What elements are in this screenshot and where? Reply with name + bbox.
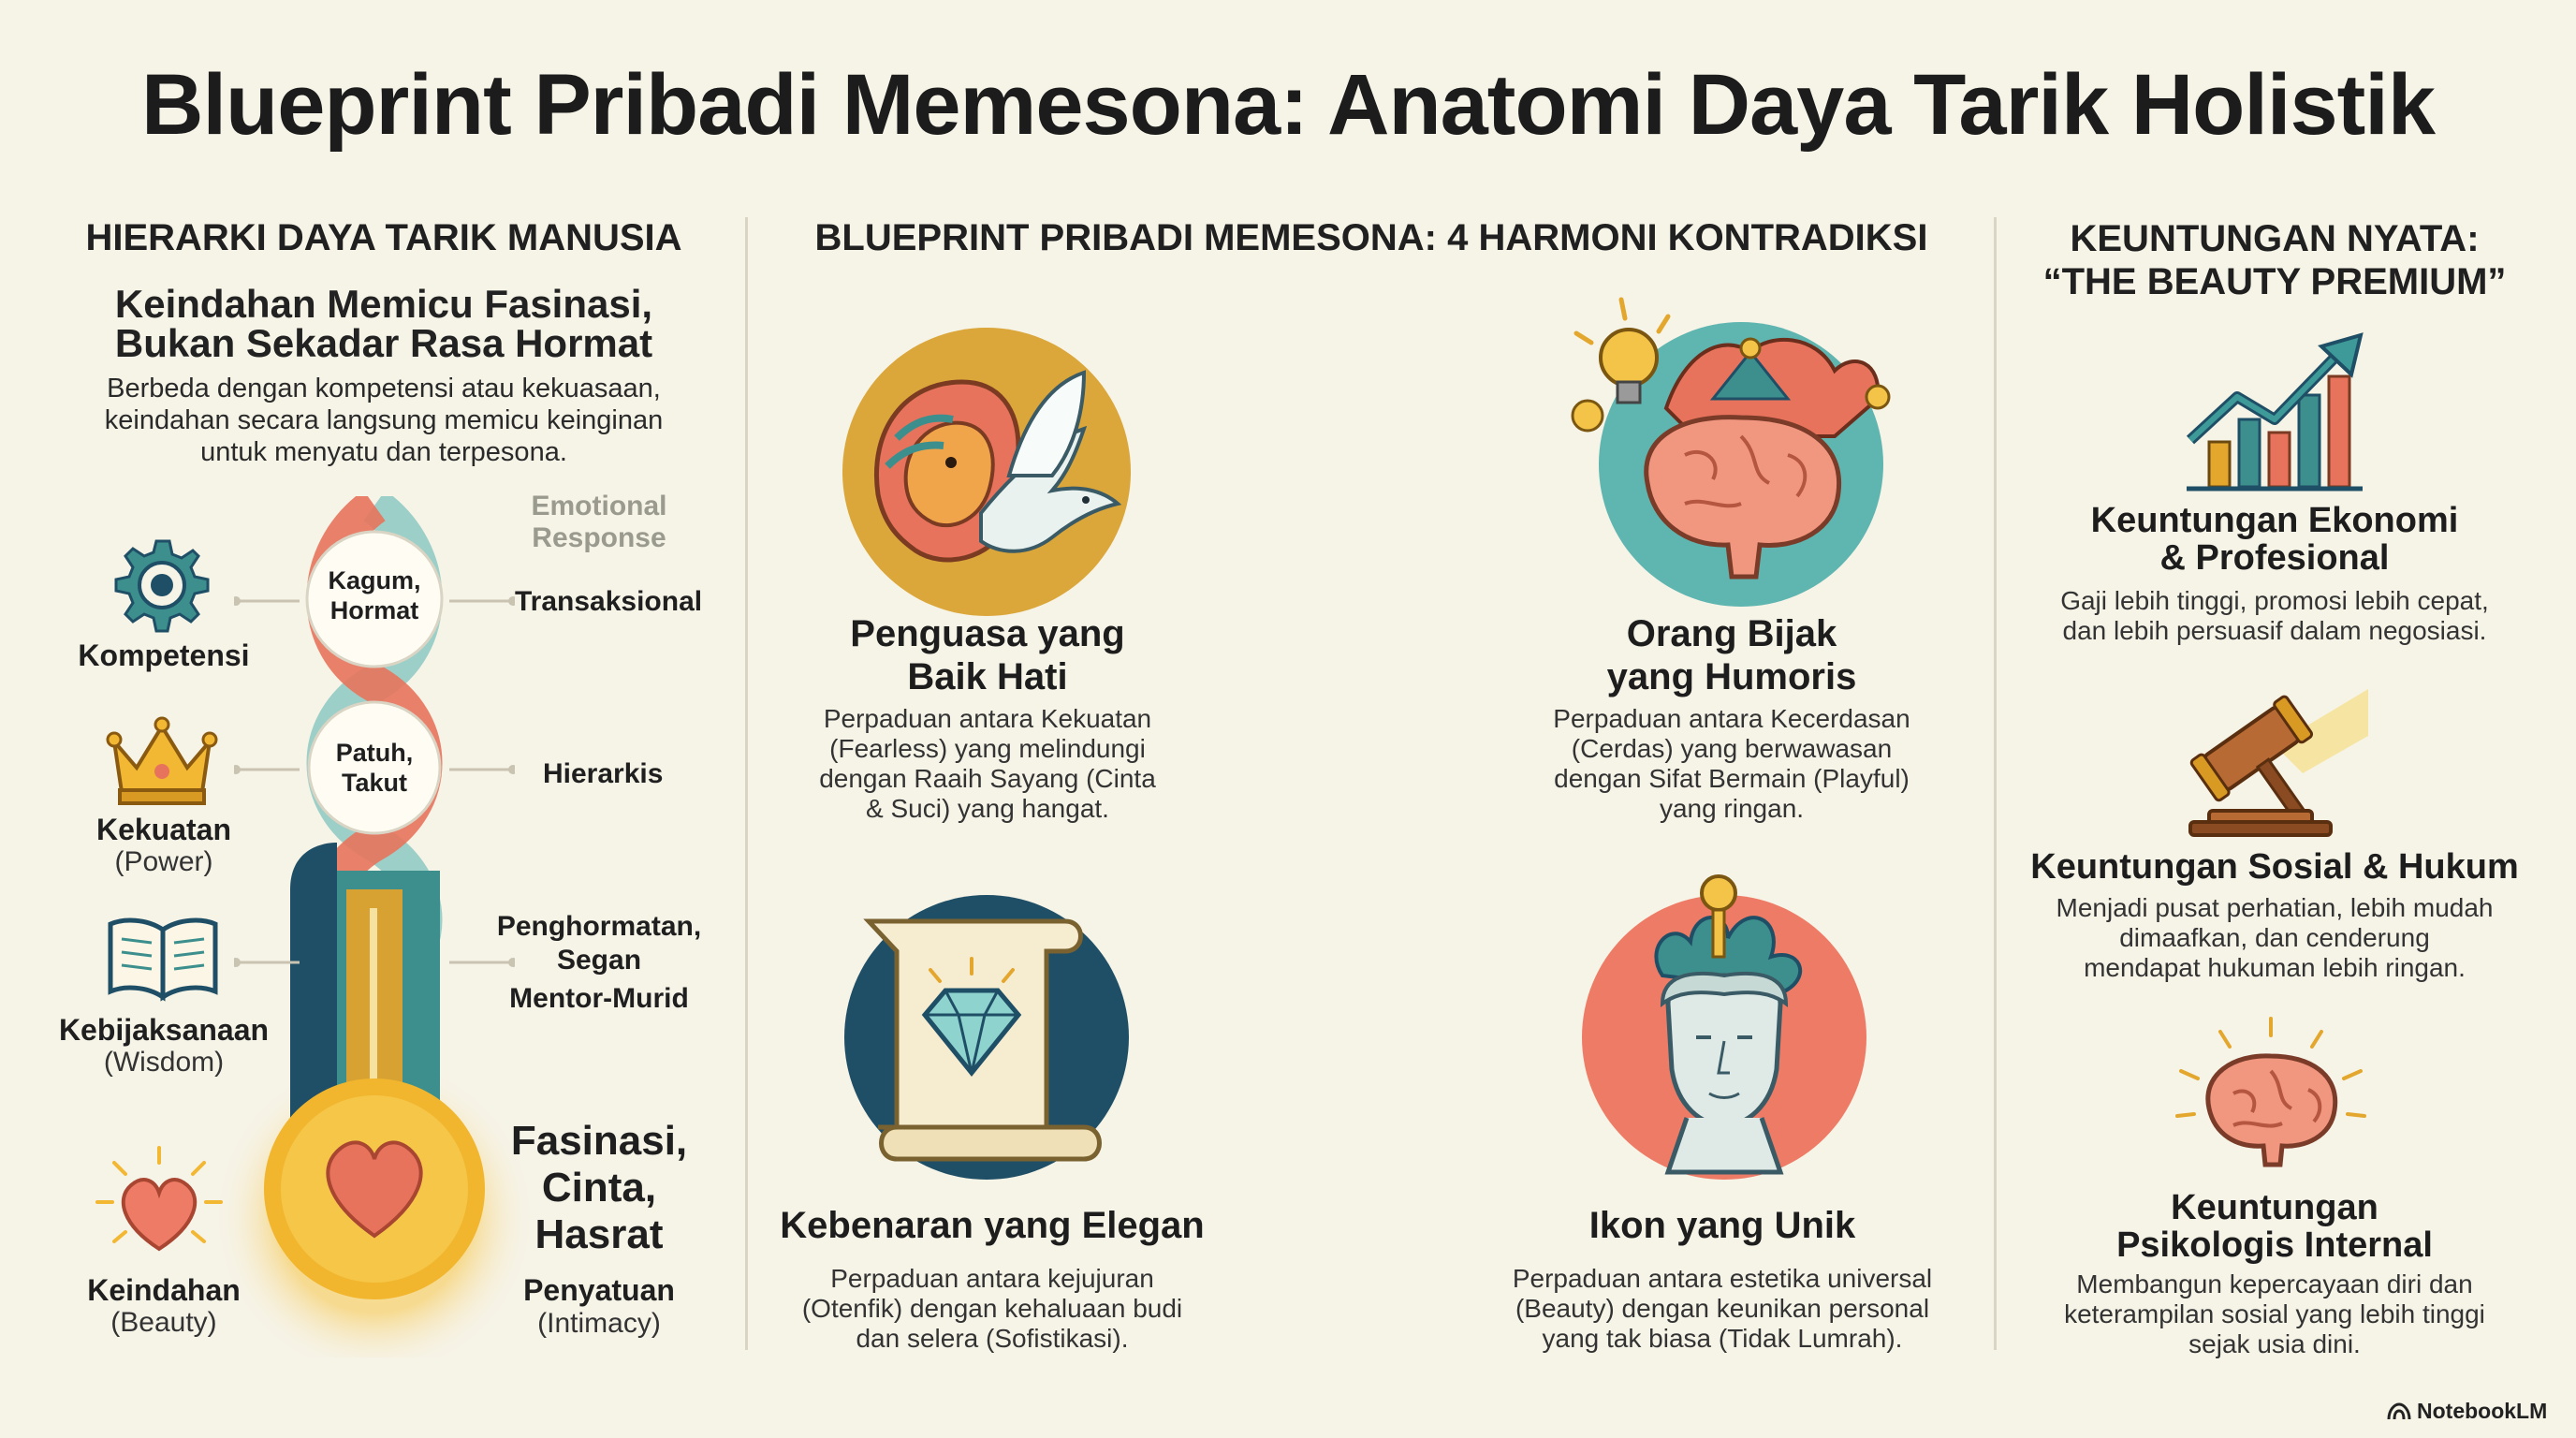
card1-title: Penguasa yang Baik Hati [850, 613, 1125, 697]
relation-label-keindahan: Penyatuan (Intimacy) [523, 1273, 675, 1339]
page-title: Blueprint Pribadi Memesona: Anatomi Daya Tarik Holistik [141, 57, 2435, 153]
relation-label-kekuatan: Hierarkis [543, 758, 664, 789]
card4-title: Ikon yang Unik [1588, 1205, 1856, 1246]
emotion-label-kompetensi: Kagum, Hormat [328, 566, 421, 624]
card2-desc: Perpaduan antara Kecerdasan (Cerdas) yang berwawasan dengan Sifat Bermain (Playful) yang ringan. [1553, 704, 1910, 823]
relation-label-kebijaksanaan: Mentor-Murid [509, 983, 689, 1014]
crown-icon [105, 713, 219, 807]
emotion-label-kebijaksanaan: Penghormatan, Segan [496, 911, 702, 976]
card3-title: Kebenaran yang Elegan [780, 1205, 1205, 1246]
heart-icon [94, 1144, 225, 1266]
notebooklm-logo-icon [2387, 1402, 2411, 1421]
level-name-kekuatan: Kekuatan [95, 813, 232, 846]
left-desc-line3: untuk menyatu dan terpesona. [200, 437, 567, 467]
brain-jester-icon [1563, 296, 1900, 609]
emotion-label-kekuatan: Patuh, Takut [335, 739, 414, 797]
level-name-keindahan: Keindahan [87, 1273, 241, 1307]
notebooklm-branding [2387, 1399, 2547, 1424]
left-section-heading: HIERARKI DAYA TARIK MANUSIA [85, 217, 682, 258]
gavel-icon [2172, 680, 2378, 839]
relation-label-kompetensi: Transaksional [515, 586, 703, 617]
left-subheading-line1: Keindahan Memicu Fasinasi, [114, 282, 653, 326]
emotional-response-label [524, 491, 674, 554]
right-section-heading: KEUNTUNGAN NYATA: “THE BEAUTY PREMIUM” [2042, 218, 2507, 302]
level-sub-keindahan: (Beauty) [110, 1307, 217, 1338]
right-item2-desc: Menjadi pusat perhatian, lebih mudah dimaafkan, dan cenderung mendapat hukuman lebih ringan. [2056, 893, 2494, 982]
growth-chart-icon [2181, 330, 2368, 496]
left-desc-line1: Berbeda dengan kompetensi atau kekuasaan, [107, 374, 661, 404]
right-item1-title: Keuntungan Ekonomi & Profesional [2090, 501, 2459, 578]
level-sub-kebijaksanaan: (Wisdom) [103, 1047, 225, 1078]
level-name-kebijaksanaan: Kebijaksanaan [58, 1013, 270, 1047]
brain-icon [2168, 1015, 2374, 1174]
card2-title: Orang Bijak yang Humoris [1606, 613, 1857, 697]
book-icon [105, 913, 221, 1003]
level-sub-kekuatan: (Power) [114, 846, 213, 877]
card1-desc: Perpaduan antara Kekuatan (Fearless) yang melindungi dengan Raaih Sayang (Cinta & Suci) yang hangat. [819, 704, 1156, 823]
emotion-label-keindahan: Fasinasi, Cinta, Hasrat [510, 1118, 688, 1257]
lion-dove-icon [841, 326, 1133, 618]
gear-icon [110, 534, 213, 637]
notebooklm-label: NotebookLM [2417, 1399, 2548, 1423]
right-item2-title: Keuntungan Sosial & Hukum [2030, 847, 2519, 887]
right-item1-desc: Gaji lebih tinggi, promosi lebih cepat, dan lebih persuasif dalam negosiasi. [2060, 586, 2489, 645]
statue-head-icon [1578, 873, 1868, 1183]
right-item3-desc: Membangun kepercayaan diri dan keterampilan sosial yang lebih tinggi sejak usia dini. [2064, 1269, 2485, 1358]
emotional-label-line1: Emotional [531, 491, 667, 521]
divider-right [1994, 217, 1997, 1350]
card4-desc: Perpaduan antara estetika universal (Beauty) dengan keunikan personal yang tak biasa (Tidak Lumrah). [1512, 1264, 1933, 1353]
diamond-scroll-icon [841, 893, 1133, 1183]
card3-desc: Perpaduan antara kejujuran (Otenfik) dengan kehaluaan budi dan selera (Sofistikasi). [801, 1264, 1183, 1353]
level-name-kompetensi: Kompetensi [78, 638, 250, 672]
left-desc-line2: keindahan secara langsung memicu keinginan [104, 405, 664, 435]
left-subheading-line2: Bukan Sekadar Rasa Hormat [114, 321, 653, 365]
right-item3-title: Keuntungan Psikologis Internal [2116, 1188, 2433, 1265]
divider-left [745, 217, 748, 1350]
emotional-label-line2: Response [532, 522, 666, 553]
middle-section-heading: BLUEPRINT PRIBADI MEMESONA: 4 HARMONI KONTRADIKSI [814, 217, 1928, 258]
